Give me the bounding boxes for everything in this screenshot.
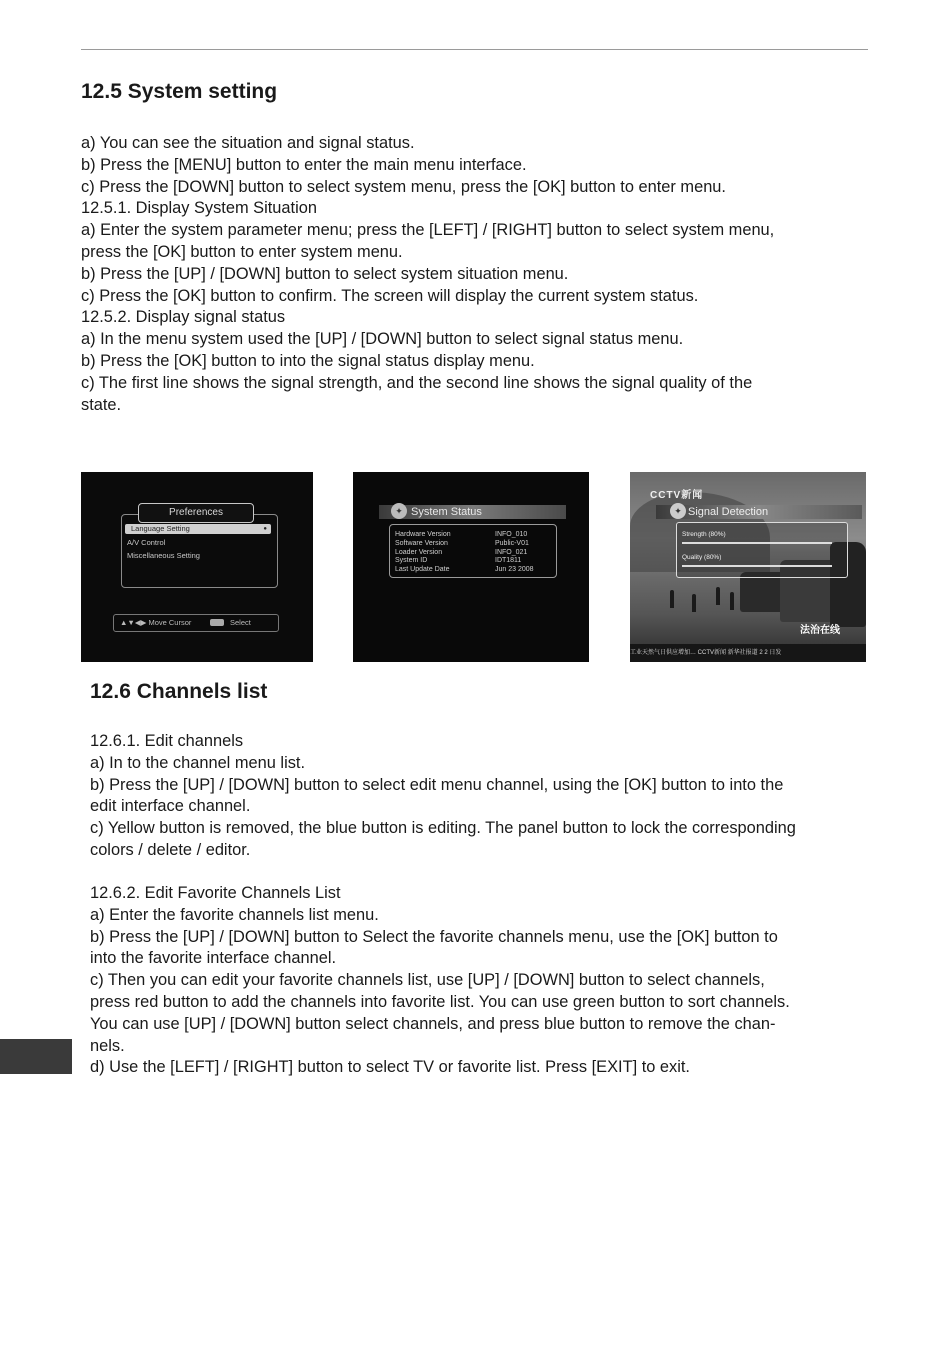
section-heading-system-setting: 12.5 System setting xyxy=(81,80,278,103)
text-line: b) Press the [UP] / [DOWN] button to Select the favorite channels menu, use the [OK] button to xyxy=(90,927,778,946)
signal-detection-screenshot xyxy=(630,472,866,662)
selected-marker-icon: ● xyxy=(263,526,267,532)
text-line: colors / delete / editor. xyxy=(90,840,251,859)
subheading-edit-favorite: 12.6.2. Edit Favorite Channels List xyxy=(90,884,341,902)
text-line: You can use [UP] / [DOWN] button select channels, and press blue button to remove the chan- xyxy=(90,1014,776,1033)
text-line: c) Press the [DOWN] button to select system menu, press the [OK] button to enter menu. xyxy=(81,177,726,196)
text-line: c) Then you can edit your favorite channels list, use [UP] / [DOWN] button to select channels, xyxy=(90,971,765,990)
status-value: IDT1811 xyxy=(495,557,522,564)
page-side-tab xyxy=(0,1039,72,1074)
section-heading-channels-list: 12.6 Channels list xyxy=(90,680,268,703)
program-caption: 法治在线 xyxy=(800,625,840,636)
text-line: c) Press the [OK] button to confirm. The screen will display the current system status. xyxy=(81,286,699,305)
scene-person xyxy=(716,587,720,605)
text-line: a) Enter the favorite channels list menu. xyxy=(90,905,379,924)
preferences-item-miscellaneous: Miscellaneous Setting xyxy=(127,551,200,560)
status-value: Public-V01 xyxy=(495,540,529,547)
text-line: c) The first line shows the signal strength, and the second line shows the signal quality of the xyxy=(81,373,753,392)
subheading-display-system-situation: 12.5.1. Display System Situation xyxy=(81,199,317,218)
strength-meter xyxy=(682,542,832,544)
select-hint: Select xyxy=(230,618,251,627)
channel-logo: CCTV新闻 xyxy=(650,490,704,501)
quality-label: Quality (80%) xyxy=(682,554,722,561)
preferences-item-language xyxy=(125,524,271,534)
header-rule xyxy=(81,49,868,50)
edit-favorite-text xyxy=(90,883,790,1079)
status-row xyxy=(395,556,545,565)
status-label: System ID xyxy=(395,557,428,564)
scene-person xyxy=(730,592,734,610)
text-line: into the favorite interface channel. xyxy=(90,949,337,968)
preferences-item-av-control: A/V Control xyxy=(127,538,166,547)
text-line: a) In the menu system used the [UP] / [DOWN] button to select signal status menu. xyxy=(81,330,684,349)
status-value: INFO_010 xyxy=(495,531,528,538)
preferences-footer xyxy=(113,614,279,632)
text-line: state. xyxy=(81,395,122,414)
text-line: a) Enter the system parameter menu; press the [LEFT] / [RIGHT] button to select system menu, xyxy=(81,221,775,240)
menu-item-label: Language Setting xyxy=(131,524,190,533)
status-label: Loader Version xyxy=(395,549,443,556)
text-line: c) Yellow button is removed, the blue button is editing. The panel button to lock the corresponding xyxy=(90,819,796,838)
news-ticker: 工业天然气日供应增加… CCTV新闻 新华社报道 2 2 日发 xyxy=(630,644,866,662)
text-line: press the [OK] button to enter system menu. xyxy=(81,242,403,261)
subheading-edit-channels: 12.6.1. Edit channels xyxy=(90,732,244,750)
strength-label: Strength (80%) xyxy=(682,531,726,538)
settings-icon: ✦ xyxy=(670,503,686,519)
status-row xyxy=(395,530,545,539)
edit-channels-text xyxy=(90,731,796,862)
status-row xyxy=(395,539,545,548)
status-label: Hardware Version xyxy=(395,531,451,538)
status-value: INFO_021 xyxy=(495,549,528,556)
text-line: press red button to add the channels into favorite list. You can use green button to sort channels. xyxy=(90,992,790,1011)
signal-detection-title: Signal Detection xyxy=(688,506,769,518)
text-line: a) You can see the situation and signal status. xyxy=(81,134,415,152)
text-line: a) In to the channel menu list. xyxy=(90,753,306,772)
scene-person xyxy=(692,594,696,612)
text-line: b) Press the [UP] / [DOWN] button to select edit menu channel, using the [OK] button to into the xyxy=(90,775,784,794)
status-row xyxy=(395,565,545,574)
scene-person xyxy=(670,590,674,608)
subheading-display-signal-status: 12.5.2. Display signal status xyxy=(81,308,286,327)
text-line: b) Press the [MENU] button to enter the main menu interface. xyxy=(81,155,527,174)
text-line: b) Press the [UP] / [DOWN] button to select system situation menu. xyxy=(81,264,569,283)
text-line: edit interface channel. xyxy=(90,797,251,816)
system-status-title: System Status xyxy=(411,506,482,518)
ok-key-icon xyxy=(210,619,224,626)
quality-meter xyxy=(682,565,832,567)
text-line: b) Press the [OK] button to into the signal status display menu. xyxy=(81,351,535,370)
preferences-screenshot xyxy=(81,472,313,662)
status-label: Software Version xyxy=(395,540,448,547)
system-setting-text xyxy=(81,133,774,416)
settings-icon: ✦ xyxy=(391,503,407,519)
preferences-title: Preferences xyxy=(138,503,254,523)
system-status-screenshot xyxy=(353,472,589,662)
text-line: d) Use the [LEFT] / [RIGHT] button to select TV or favorite list. Press [EXIT] to exit. xyxy=(90,1058,690,1077)
status-label: Last Update Date xyxy=(395,566,450,573)
text-line: nels. xyxy=(90,1036,125,1055)
move-cursor-hint: ▲▼◀▶ Move Cursor xyxy=(120,618,192,627)
status-value: Jun 23 2008 xyxy=(495,566,534,573)
